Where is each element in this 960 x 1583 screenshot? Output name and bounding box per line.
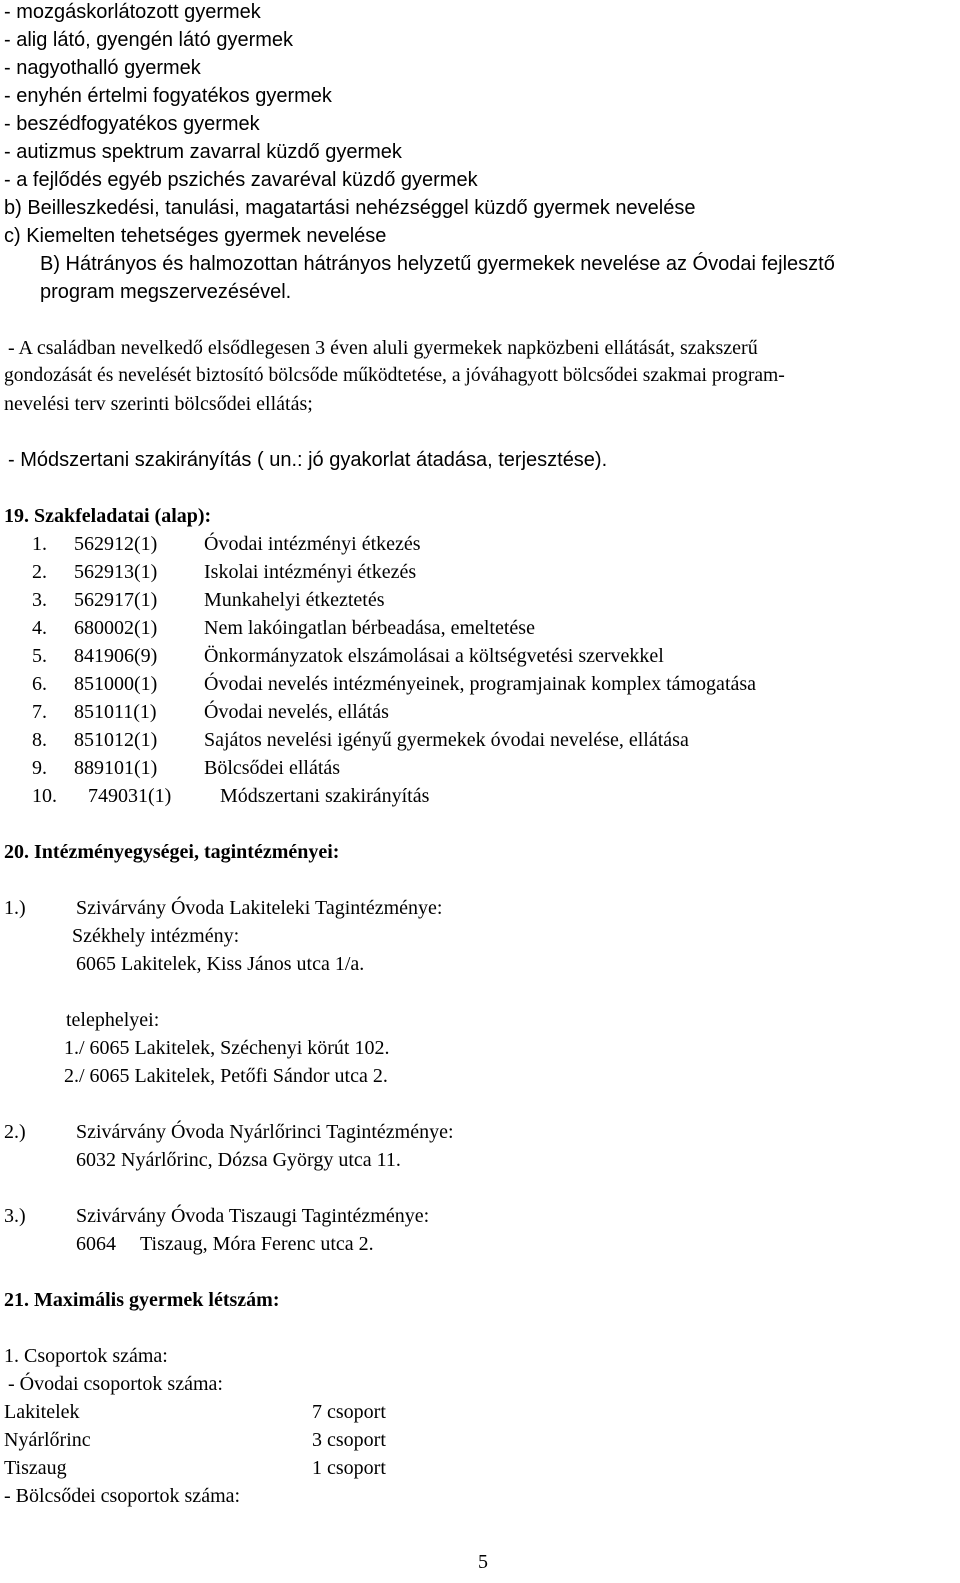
nursery-groups-label: - Bölcsődei csoportok száma:	[4, 1485, 241, 1507]
groups-label: 1. Csoportok száma:	[4, 1345, 168, 1367]
unit-number: 3.)	[4, 1205, 26, 1227]
unit-name: Szivárvány Óvoda Lakiteleki Tagintézménye:	[76, 897, 443, 919]
group-count: 7 csoport	[312, 1401, 386, 1423]
item-label: Óvodai nevelés intézményeinek, programjainak komplex támogatása	[204, 673, 757, 695]
site-address: 2./ 6065 Lakitelek, Petőfi Sándor utca 2.	[64, 1065, 388, 1087]
group-place: Nyárlőrinc	[4, 1429, 91, 1451]
item-number: 1.	[32, 533, 47, 555]
section-heading: 19. Szakfeladatai (alap):	[4, 505, 212, 527]
item-code: 851012(1)	[74, 729, 158, 751]
nursery-paragraph-line: gondozását és nevelését biztosító bölcsőde működtetése, a jóváhagyott bölcsődei szakmai program-	[4, 365, 785, 386]
list-item: c) Kiemelten tehetséges gyermek nevelése	[4, 225, 387, 247]
group-place: Tiszaug	[4, 1457, 67, 1479]
item-label: Óvodai nevelés, ellátás	[204, 701, 389, 723]
group-place: Lakitelek	[4, 1401, 80, 1423]
item-code: 562913(1)	[74, 561, 158, 583]
item-code: 749031(1)	[88, 785, 172, 807]
list-item: b) Beilleszkedési, tanulási, magatartási nehézséggel küzdő gyermek nevelése	[4, 197, 696, 219]
item-code: 889101(1)	[74, 757, 158, 779]
seat-address: 6065 Lakitelek, Kiss János utca 1/a.	[76, 953, 365, 975]
section-heading: 21. Maximális gyermek létszám:	[4, 1289, 280, 1311]
nursery-paragraph-line: - A családban nevelkedő elsődlegesen 3 éven aluli gyermekek napközbeni ellátását, szakszerű	[8, 337, 758, 359]
item-number: 10.	[32, 785, 57, 807]
item-label: Munkahelyi étkeztetés	[204, 589, 385, 611]
item-label: Iskolai intézményi étkezés	[204, 561, 417, 583]
group-count: 3 csoport	[312, 1429, 386, 1451]
list-item: - enyhén értelmi fogyatékos gyermek	[4, 85, 332, 107]
list-item	[32, 530, 421, 558]
list-item	[32, 642, 664, 670]
nursery-paragraph-line: nevelési terv szerinti bölcsődei ellátás;	[4, 393, 313, 415]
page-number: 5	[478, 1551, 488, 1573]
section-heading: 20. Intézményegységei, tagintézményei:	[4, 841, 340, 863]
list-item	[32, 726, 689, 754]
section-b-line: program megszervezésével.	[40, 281, 292, 303]
item-number: 3.	[32, 589, 47, 611]
item-code: 851000(1)	[74, 673, 158, 695]
item-label: Nem lakóingatlan bérbeadása, emeltetése	[204, 617, 535, 639]
item-code: 680002(1)	[74, 617, 158, 639]
sites-label: telephelyei:	[66, 1009, 160, 1031]
kindergarten-groups-label: - Óvodai csoportok száma:	[8, 1373, 223, 1395]
item-code: 841906(9)	[74, 645, 158, 667]
list-item: - beszédfogyatékos gyermek	[4, 113, 260, 135]
address-rest: Tiszaug, Móra Ferenc utca 2.	[140, 1233, 374, 1255]
group-count: 1 csoport	[312, 1457, 386, 1479]
item-label: Óvodai intézményi étkezés	[204, 533, 421, 555]
item-number: 9.	[32, 757, 47, 779]
list-item: - mozgáskorlátozott gyermek	[4, 1, 261, 23]
postal-code: 6064	[76, 1233, 116, 1255]
site-address: 1./ 6065 Lakitelek, Széchenyi körút 102.	[64, 1037, 390, 1059]
item-number: 8.	[32, 729, 47, 751]
unit-name: Szivárvány Óvoda Nyárlőrinci Tagintézménye:	[76, 1121, 454, 1143]
item-number: 7.	[32, 701, 47, 723]
list-item	[32, 754, 340, 782]
item-number: 5.	[32, 645, 47, 667]
item-code: 562917(1)	[74, 589, 158, 611]
list-item: - nagyothalló gyermek	[4, 57, 201, 79]
item-number: 4.	[32, 617, 47, 639]
list-item	[32, 558, 416, 586]
unit-address: 6032 Nyárlőrinc, Dózsa György utca 11.	[76, 1149, 401, 1171]
list-item: - autizmus spektrum zavarral küzdő gyermek	[4, 141, 402, 163]
seat-label: Székhely intézmény:	[72, 925, 240, 947]
item-number: 2.	[32, 561, 47, 583]
list-item	[32, 782, 429, 810]
unit-name: Szivárvány Óvoda Tiszaugi Tagintézménye:	[76, 1205, 430, 1227]
item-label: Módszertani szakirányítás	[220, 785, 430, 807]
list-item	[32, 586, 385, 614]
list-item: - alig látó, gyengén látó gyermek	[4, 29, 294, 51]
item-number: 6.	[32, 673, 47, 695]
item-label: Önkormányzatok elszámolásai a költségvetési szervekkel	[204, 645, 664, 667]
unit-number: 1.)	[4, 897, 26, 919]
list-item	[32, 614, 535, 642]
item-code: 851011(1)	[74, 701, 157, 723]
unit-address	[76, 1230, 374, 1258]
unit-number: 2.)	[4, 1121, 26, 1143]
methodology-line: - Módszertani szakirányítás ( un.: jó gyakorlat átadása, terjesztése).	[8, 449, 608, 471]
list-item	[32, 698, 389, 726]
item-code: 562912(1)	[74, 533, 158, 555]
section-b-line: B) Hátrányos és halmozottan hátrányos helyzetű gyermekek nevelése az Óvodai fejlesztő	[40, 253, 835, 275]
list-item: - a fejlődés egyéb pszichés zavaréval küzdő gyermek	[4, 169, 478, 191]
item-label: Bölcsődei ellátás	[204, 757, 341, 779]
item-label: Sajátos nevelési igényű gyermekek óvodai nevelése, ellátása	[204, 729, 689, 751]
list-item	[32, 670, 756, 698]
